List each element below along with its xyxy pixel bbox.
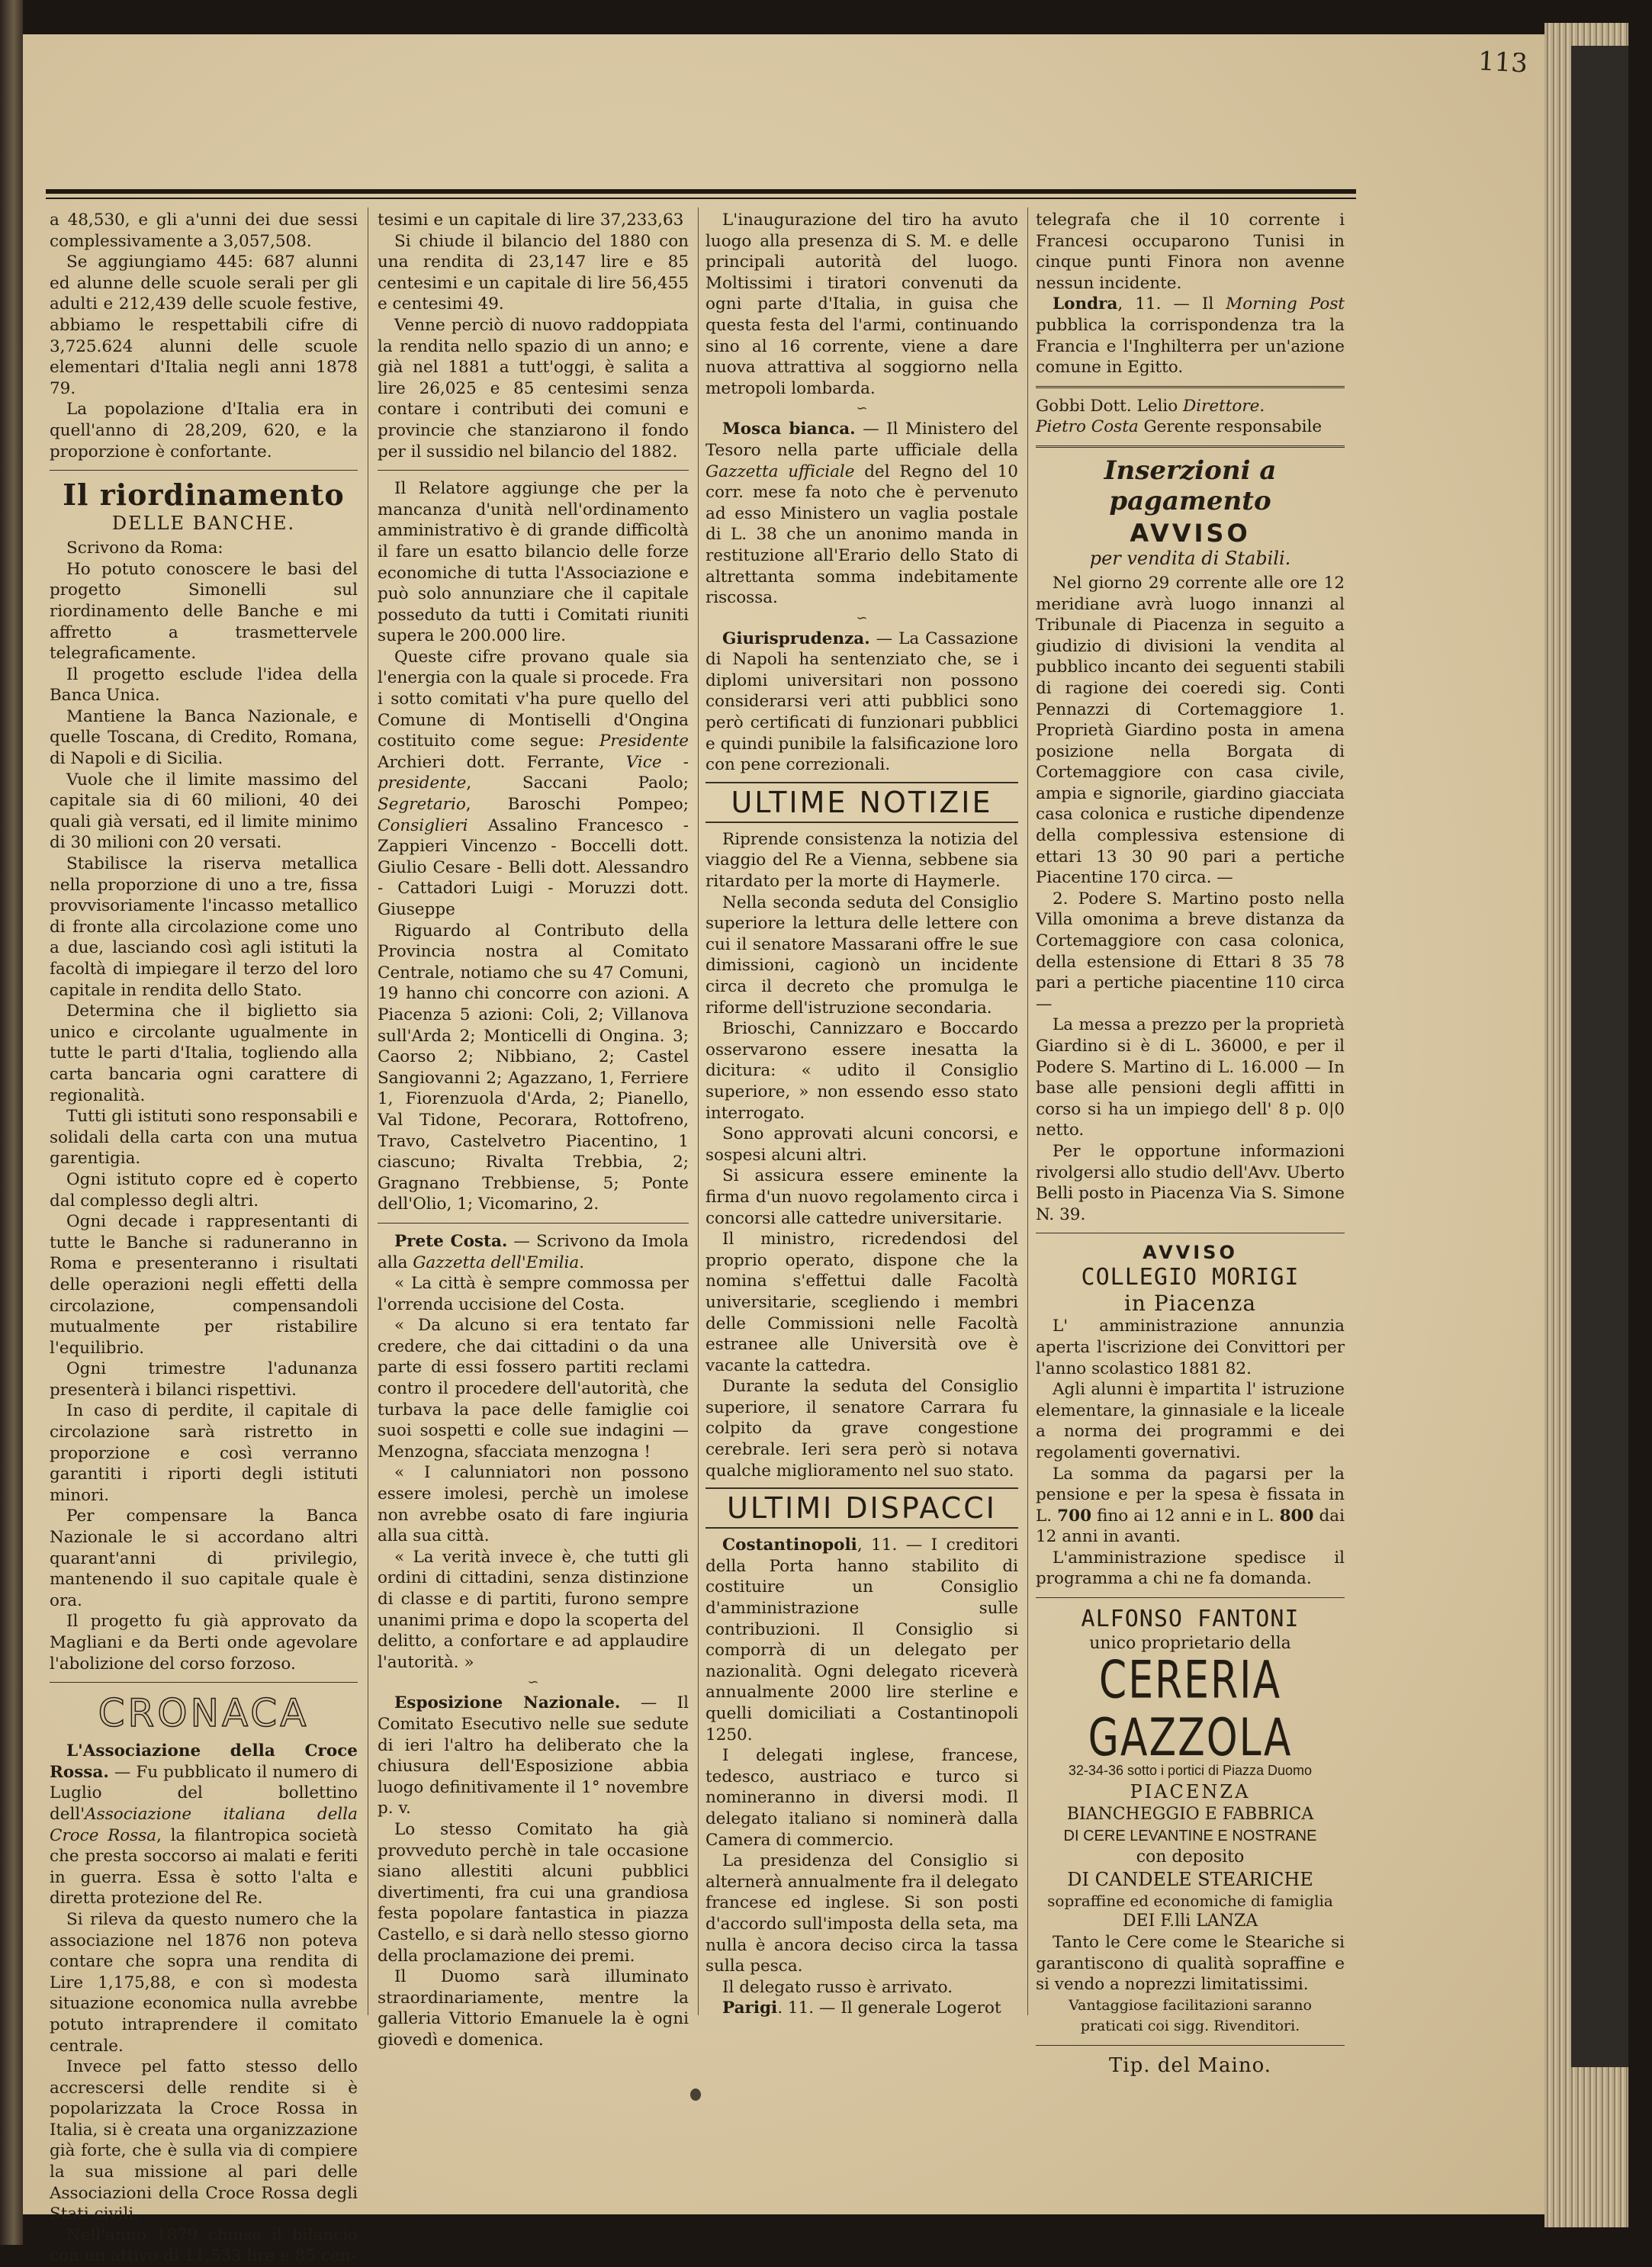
ad-city: PIACENZA bbox=[1130, 1781, 1251, 1803]
text: , la filantropica società che presta soccorso ai malati e feriti in guerra. Essa è sotto l'alta e diretta protezione del Re. bbox=[50, 1825, 358, 1908]
paragraph: Nel giorno 29 corrente alle ore 12 meridiane avrà luogo innanzi al Tribunale di Piacenza in seguito a giudizio di divisioni la vendita al pubblico incanto dei seguenti stabili di ragione dei coeredi sig. Conti Pennazzi di Cortemaggiore 1. Proprietà Giardino posta in amena posizione nella Borgata di Cortemaggiore con casa civile, ampia e signorile, giardino giacciata casa colonica e rustiche dipendenze della complessiva estensione di ettari 13 30 90 pari a pertiche Piacentine 170 circa. — bbox=[1036, 573, 1345, 888]
paragraph: Durante la seduta del Consiglio superiore, il senatore Carrara fu colpito da grave congestione cerebrale. Ieri sera però si notava qualche miglioramento nel suo stato. bbox=[705, 1377, 1018, 1481]
paragraph: Stabilisce la riserva metallica nella proporzione di uno a tre, fissa provvisoriamente l'incasso metallico di fronte alla circolazione come uno a due, lasciando così agli istituti la facoltà di impiegare il terzo del loro capitale in rendita dello Stato. bbox=[50, 854, 358, 1000]
paragraph: Brioschi, Cannizzaro e Boccardo osservarono essere inesatta la dicitura: « udito il Consiglio superiore, » non essendo esso stato interrogato. bbox=[705, 1019, 1018, 1123]
ad-line: DI CERE LEVANTINE E NOSTRANE bbox=[1063, 1828, 1317, 1845]
paragraph: Tutti gli istituti sono responsabili e solidali della carta con una mutua garentigia. bbox=[50, 1107, 358, 1169]
paragraph: Si chiude il bilancio del 1880 con una rendita di 23,147 lire e 85 centesimi e un capitale di lire 56,455 e centesimi 49. bbox=[378, 231, 689, 314]
ads-heading: Inserzioni a pagamento bbox=[1104, 455, 1277, 516]
left-binding bbox=[0, 0, 23, 2245]
paragraph: In caso di perdite, il capitale di circolazione sarà ristretto in proporzione e così verranno garantiti i riporti degli istituti minori. bbox=[50, 1401, 358, 1505]
column-3 bbox=[705, 210, 1018, 2019]
paragraph: Il Duomo sarà illuminato straordinariamente, mentre la galleria Vittorio Emanuele la è ogni giovedì e domenica. bbox=[378, 1967, 689, 2050]
manager-name: Pietro Costa bbox=[1036, 417, 1139, 437]
text: Archieri dott. Ferrante, bbox=[378, 752, 626, 772]
paragraph: Vuole che il limite massimo del capitale sia di 60 milioni, 40 dei quali già versati, ed il limite minimo di 30 milioni con 20 versati. bbox=[50, 770, 358, 853]
italic-text: Gazzetta ufficiale bbox=[705, 461, 855, 481]
price: 700 bbox=[1057, 1506, 1092, 1526]
paragraph: Venne perciò di nuovo raddoppiata la rendita nello spazio di un anno; e già nel 1881 a tutt'oggi, è salita a lire 26,025 e 85 centesimi senza contare i contributi dei comuni e provincie che stanziarono il fondo per il sussidio nel bilancio del 1882. bbox=[378, 315, 689, 461]
paragraph: « La verità invece è, che tutti gli ordini di cittadini, senza distinzione di classe e di partiti, furono sempre unanimi prima e dopo la scoperta del delitto, a confortare e ad applaudire l'autorità. » bbox=[378, 1547, 689, 1672]
divider bbox=[378, 1223, 689, 1224]
paragraph: Invece pel fatto stesso dello accrescersi delle rendite si è popolarizzata la Croce Rossa in Italia, si è creata una organizzazione già forte, che è sulla via di compiere la sua missione al pari delle Associazioni della Croce Rossa degli Stati civili. bbox=[50, 2057, 358, 2224]
divider bbox=[1036, 2045, 1345, 2046]
divider bbox=[1036, 386, 1345, 388]
text: Queste cifre provano quale sia l'energia con la quale si procede. Fra i sotto comitati v'ha pure quello del Comune di Montiselli d'Ongina costituito come segue: bbox=[378, 647, 689, 751]
paragraph: a 48,530, e gli a'unni dei due sessi complessivamente a 3,057,508. bbox=[50, 211, 358, 251]
paragraph: Il ministro, ricredendosi del proprio operato, dispone che la nomina s'effettui dalle Facoltà universitarie, scegliendo i membri delle Commissioni nelle Facoltà estranee alle Università ove è vacante la cattedra. bbox=[705, 1230, 1018, 1375]
text: — Fu pubblicato il numero di Luglio del bollettino dell' bbox=[50, 1762, 358, 1824]
paragraph: Ho potuto conoscere le basi del progetto Simonelli sul riordinamento delle Banche e mi affretto a trasmettervele telegraficamente. bbox=[50, 559, 358, 664]
column-1 bbox=[50, 210, 358, 2267]
paragraph: Sono approvati alcuni concorsi, e sospesi alcuni altri. bbox=[705, 1124, 1018, 1165]
paragraph: Riprende consistenza la notizia del viaggio del Re a Vienna, sebbene sia ritardato per la morte di Haymerle. bbox=[705, 829, 1018, 892]
paragraph: Lo stesso Comitato ha già provveduto perchè in tale occasione siano allestiti alcuni pubblici divertimenti, fra cui una grandiosa festa popolare fantastica in piazza Castello, e si darà nello stesso giorno della proclamazione dei premi. bbox=[378, 1819, 689, 1966]
paragraph bbox=[1036, 1464, 1345, 1548]
paragraph bbox=[1036, 294, 1345, 378]
manager-role: Gerente responsabile bbox=[1143, 417, 1323, 437]
text: . 11. — Il generale Logerot bbox=[777, 1998, 1001, 2018]
text: pubblica la corrispondenza tra la Francia e l'Inghilterra per un'azione comune in Egitto. bbox=[1036, 315, 1345, 378]
item-title: Londra bbox=[1053, 294, 1118, 314]
ad-title-avviso: AVVISO bbox=[1143, 1242, 1238, 1264]
divider bbox=[378, 470, 689, 471]
italic-text: Segretario bbox=[378, 795, 466, 815]
separator-ornament: ∽ bbox=[856, 400, 868, 417]
paragraph: L' amministrazione annunzia aperta l'iscrizione dei Convittori per l'anno scolastico 1881 82. bbox=[1036, 1317, 1345, 1378]
text: , 11. — Il bbox=[1117, 294, 1226, 314]
director-name: Gobbi Dott. Lelio bbox=[1036, 396, 1178, 416]
paragraph: « La città è sempre commossa per l'orrenda uccisione del Costa. bbox=[378, 1274, 689, 1314]
ad-line: BIANCHEGGIO E FABBRICA bbox=[1066, 1805, 1314, 1825]
paragraph: I delegati inglese, francese, tedesco, austriaco e turco si nomineranno in diversi modi. Il delegato italiano si nominerà dalla Camera di commercio. bbox=[705, 1746, 1018, 1850]
section-heading-cronaca: CRONACA bbox=[98, 1691, 310, 1736]
masthead-director bbox=[1036, 396, 1345, 417]
divider bbox=[50, 470, 358, 471]
item-title: Mosca bianca. bbox=[722, 420, 856, 439]
ad-subtitle: per vendita di Stabili. bbox=[1089, 547, 1291, 569]
page-number: 113 bbox=[1477, 46, 1528, 79]
italic-text: Vice - presidente bbox=[378, 752, 689, 793]
column-divider bbox=[1027, 207, 1028, 2015]
paragraph: Determina che il biglietto sia unico e circolante ugualmente in tutte le parti d'Italia, togliendo alla carta bancaria ogni carattere di regionalità. bbox=[50, 1002, 358, 1105]
paragraph: Nell'anno 1879 chiuse il bilancio con un attivo di 11,533 lire e 85 cen- bbox=[50, 2225, 358, 2266]
ink-spot bbox=[690, 2089, 701, 2101]
paragraph: L'inaugurazione del tiro ha avuto luogo alla presenza di S. M. e delle principali autorità del luogo. Moltissimi i tiratori convenuti da ogni parte d'Italia, in guisa che questa festa del l'armi, continuando sino al 16 corrente, viene a dare nuova attrattiva al soggiorno nella metropoli lombarda. bbox=[705, 211, 1018, 398]
item-title: Parigi bbox=[722, 1998, 778, 2018]
italic-text: Associazione italiana della Croce Rossa bbox=[50, 1804, 358, 1845]
paragraph: 2. Podere S. Martino posto nella Villa omonima a breve distanza da Cortemaggiore con casa colonica, della estensione di Ettari 8 35 78 pari a pertiche piacentine 110 circa — bbox=[1036, 889, 1345, 1014]
ad-fantoni-sub: unico proprietario della bbox=[1089, 1634, 1291, 1654]
paragraph bbox=[705, 1998, 1018, 2019]
price: 800 bbox=[1279, 1506, 1314, 1526]
top-rule bbox=[46, 189, 1356, 194]
paragraph: Il progetto fu già approvato da Magliani e da Berti onde agevolare l'abolizione del corso forzoso. bbox=[50, 1612, 358, 1674]
item-title: Giurisprudenza. bbox=[722, 629, 870, 648]
ad-collegio-city: in Piacenza bbox=[1123, 1291, 1257, 1317]
paragraph: Ogni istituto copre ed è coperto dal complesso degli altri. bbox=[50, 1169, 358, 1211]
ad-collegio-title: COLLEGIO MORIGI bbox=[1081, 1264, 1300, 1291]
paragraph: Ogni trimestre l'adunanza presenterà i bilanci rispettivi. bbox=[50, 1359, 358, 1400]
text: — Il Comitato Esecutivo nelle sue sedute di ieri l'altro ha deliberato che la chiusura dell'Esposizione abbia luogo definitivamente il 1° novembre p. v. bbox=[378, 1693, 689, 1818]
paragraph bbox=[705, 419, 1018, 608]
paragraph: Il delegato russo è arrivato. bbox=[722, 1977, 953, 1997]
paragraph: tesimi e un capitale di lire 37,233,63 bbox=[378, 211, 684, 230]
text: , Saccani Paolo; bbox=[466, 773, 689, 793]
paragraph: Il progetto esclude l'idea della Banca Unica. bbox=[50, 664, 358, 706]
ad-address: 32-34-36 sotto i portici di Piazza Duomo bbox=[1068, 1763, 1313, 1779]
paragraph: Se aggiungiamo 445: 687 alunni ed alunne delle scuole serali per gli adulti e 212,439 delle scuole festive, abbiamo le respettabili cifre di 3,725.624 alunni delle scuole elementari d'Italia negli anni 1878 79. bbox=[50, 252, 358, 398]
text: . bbox=[579, 1252, 585, 1272]
ad-line: con deposito bbox=[1136, 1847, 1245, 1867]
text: La somma da pagarsi per la pensione e per la spesa è fissata in L. bbox=[1036, 1464, 1345, 1526]
column-2 bbox=[378, 210, 689, 2050]
masthead-manager bbox=[1036, 416, 1345, 438]
paragraph: telegrafa che il 10 corrente i Francesi occuparono Tunisi in cinque punti Finora non avenne nessun incidente. bbox=[1036, 211, 1345, 293]
ad-line: sopraffine ed economiche di famiglia bbox=[1047, 1892, 1333, 1911]
divider bbox=[1036, 1597, 1345, 1598]
text: Assalino Francesco - Zappieri Vincenzo - Boccelli dott. Giulio Cesare - Belli dott. Alessandro - Cattadori Luigi - Moruzzi dott. Giuseppe bbox=[378, 815, 689, 919]
paragraph: Il Relatore aggiunge che per la mancanza d'unità nell'ordinamento amministrativo è di grande difficoltà il fare un esatto bilancio delle forze economiche di tutta l'Associazione e può solo annunziare che il capitale posseduto da tutti i Comitati riuniti supera le 200.000 lire. bbox=[378, 479, 689, 646]
column-divider bbox=[698, 207, 699, 2015]
text: — La Cassazione di Napoli ha sentenziato che, se i diplomi universitari non possono considerarsi veri atti pubblici sono però certificati di funzionari pubblici e quindi punibile la falsificazione loro con pene correzionali. bbox=[705, 629, 1018, 775]
italic-text: Morning Post bbox=[1226, 294, 1345, 314]
item-title: Esposizione Nazionale. bbox=[394, 1693, 621, 1713]
paragraph: Riguardo al Contributo della Provincia nostra al Comitato Centrale, notiamo che su 47 Comuni, 19 hanno chi concorre con azioni. A Piacenza 5 azioni: Coli, 2; Villanova sull'Arda 2; Monticelli di Ongina. 3; Caorso 2; Nibbiano, 2; Castel Sangiovanni 2; Agazzano, 1, Ferriere 1, Fiorenzuola d'Arda, 2; Pianello, Val Tidone, Pecorara, Rottofreno, Travo, Castelvetro Piacentino, 1 ciascuno; Rivalta Trebbia, 2; Gragnano Trebbiense, 5; Ponte dell'Olio, 1; Vicomarino, 2. bbox=[378, 921, 689, 1214]
text: , 11. — I creditori della Porta hanno stabilito di costituire un Consiglio d'amministrazione sulle contribuzioni. Il Consiglio si comporrà di un delegato per nazionalità. Ogni delegato riceverà annualmente 2000 lire sterline e quelli domiciliati a Costantinopoli 1250. bbox=[705, 1535, 1018, 1744]
divider bbox=[50, 1682, 358, 1683]
paragraph: Per le opportune informazioni rivolgersi allo studio dell'Avv. Uberto Belli posto in Piacenza Via S. Simone N. 39. bbox=[1036, 1141, 1345, 1224]
ad-cereria-title: CERERIA GAZZOLA bbox=[1088, 1651, 1293, 1768]
paragraph bbox=[50, 1741, 358, 1909]
ad-line: DEI F.lli LANZA bbox=[1122, 1912, 1258, 1931]
paragraph: Vantaggiose facilitazioni saranno praticati coi sigg. Rivenditori. bbox=[1069, 1996, 1312, 2035]
paragraph bbox=[378, 647, 689, 921]
paragraph: La popolazione d'Italia era in quell'anno di 28,209, 620, e la proporzione è confortante. bbox=[50, 400, 358, 461]
article-subheadline: DELLE BANCHE. bbox=[111, 513, 296, 535]
paragraph: Scrivono da Roma: bbox=[66, 539, 223, 558]
paragraph: Agli alunni è impartita l' istruzione elementare, la ginnasiale e la liceale a norma dei programmi e dei regolamenti governativi. bbox=[1036, 1380, 1345, 1462]
paragraph bbox=[705, 629, 1018, 776]
separator-ornament: ∽ bbox=[527, 1674, 539, 1691]
paragraph: La presidenza del Consiglio si alternerà annualmente fra il delegato francese ed inglese. Si son posti d'accordo sull'imposta della seta, ma nulla è ancora deciso circa la tassa sulla pesca. bbox=[705, 1851, 1018, 1976]
paragraph: Nella seconda seduta del Consiglio superiore la lettura delle lettere con cui il senatore Massarani offre le sue dimissioni, cagionò un incidente circa il decreto che promulga le riforme dell'istruzione secondaria. bbox=[705, 892, 1018, 1018]
ad-title-avviso: AVVISO bbox=[1130, 518, 1251, 548]
paragraph bbox=[705, 1535, 1018, 1745]
section-heading-ultime-notizie: ULTIME NOTIZIE bbox=[705, 782, 1018, 823]
item-title: Prete Costa. bbox=[394, 1231, 508, 1251]
ad-fantoni-name: ALFONSO FANTONI bbox=[1081, 1606, 1300, 1633]
text: dai 12 anni in avanti. bbox=[1036, 1506, 1345, 1547]
paragraph: « Da alcuno si era tentato far credere, che dai cittadini o da una parte di essi fossero partiti reclami contro il procedere dell'autorità, che turbava la pace delle famiglie coi suoi sospetti e colle sue indagini — Menzogna, sfacciata menzogna ! bbox=[378, 1316, 689, 1461]
text: — Scrivono da Imola alla bbox=[378, 1231, 689, 1272]
paragraph bbox=[378, 1693, 689, 1819]
paragraph: La messa a prezzo per la proprietà Giardino si è di L. 36000, e per il Podere S. Martino di L. 16.000 — In base alle pensioni degli affitti in corso si ha un impiego dell' 8 p. 0|0 netto. bbox=[1036, 1015, 1345, 1140]
item-title: Costantinopoli bbox=[722, 1535, 857, 1555]
text: del Regno del 10 corr. mese fa noto che è pervenuto ad esso Ministero un vaglia postale di L. 38 che un anonimo manda in restituzione all'Erario dello Stato di altrettanta somma indebitamente riscossa. bbox=[705, 461, 1018, 608]
paragraph: Si assicura essere eminente la firma d'un nuovo regolamento circa i concorsi alle cattedre universitarie. bbox=[705, 1166, 1018, 1228]
ad-line: DI CANDELE STEARICHE bbox=[1067, 1869, 1313, 1891]
text: , Baroschi Pompeo; bbox=[465, 795, 689, 815]
printer-imprint: Tip. del Maino. bbox=[1108, 2054, 1272, 2078]
paragraph: Per compensare la Banca Nazionale le si accordano altri quarant'anni di privilegio, mantenendo il suo capitale quale è ora. bbox=[50, 1507, 358, 1610]
text: fino ai 12 anni e in L. bbox=[1091, 1506, 1280, 1526]
paragraph: Tanto le Cere come le Steariche si garantiscono di qualità sopraffine e si vendo a noprezzi limitatissimi. bbox=[1036, 1933, 1345, 1995]
divider bbox=[1036, 445, 1345, 448]
separator-ornament: ∽ bbox=[856, 609, 868, 626]
text: — Il Ministero del Tesoro nella parte ufficiale della bbox=[705, 420, 1018, 460]
paragraph: Si rileva da questo numero che la associazione nel 1876 non poteva contare che sopra una rendita di Lire 1,175,88, e con sì modesta situazione economica nulla avrebbe potuto intraprendere il comitato centrale. bbox=[50, 1909, 358, 2056]
italic-text: Presidente bbox=[599, 732, 689, 751]
section-heading-ultimi-dispacci: ULTIMI DISPACCI bbox=[705, 1487, 1018, 1529]
article-headline: Il riordinamento bbox=[63, 478, 345, 513]
column-4 bbox=[1036, 210, 1345, 2078]
italic-text: Consiglieri bbox=[378, 815, 468, 835]
paragraph: L'amministrazione spedisce il programma a chi ne fa domanda. bbox=[1036, 1548, 1345, 1589]
director-role: Direttore. bbox=[1183, 396, 1265, 416]
italic-text: Gazzetta dell'Emilia bbox=[413, 1252, 580, 1272]
paragraph: Mantiene la Banca Nazionale, e quelle Toscana, di Credito, Romana, di Napoli e di Sicilia. bbox=[50, 706, 358, 769]
item-title: L'Associazione della Croce Rossa. bbox=[50, 1741, 358, 1782]
top-rule-thin bbox=[46, 198, 1356, 199]
paragraph: « I calunniatori non possono essere imolesi, perchè un imolese non avrebbe osato di fare ingiuria alla sua città. bbox=[378, 1463, 689, 1546]
paragraph: Ogni decade i rappresentanti di tutte le Banche si raduneranno in Roma e presenteranno i risultati delle operazioni negli effetti della circolazione, compensandoli mutualmente per ristabilire l'equilibrio. bbox=[50, 1212, 358, 1358]
paragraph bbox=[378, 1231, 689, 1273]
book-cover-edge bbox=[1571, 46, 1628, 2067]
